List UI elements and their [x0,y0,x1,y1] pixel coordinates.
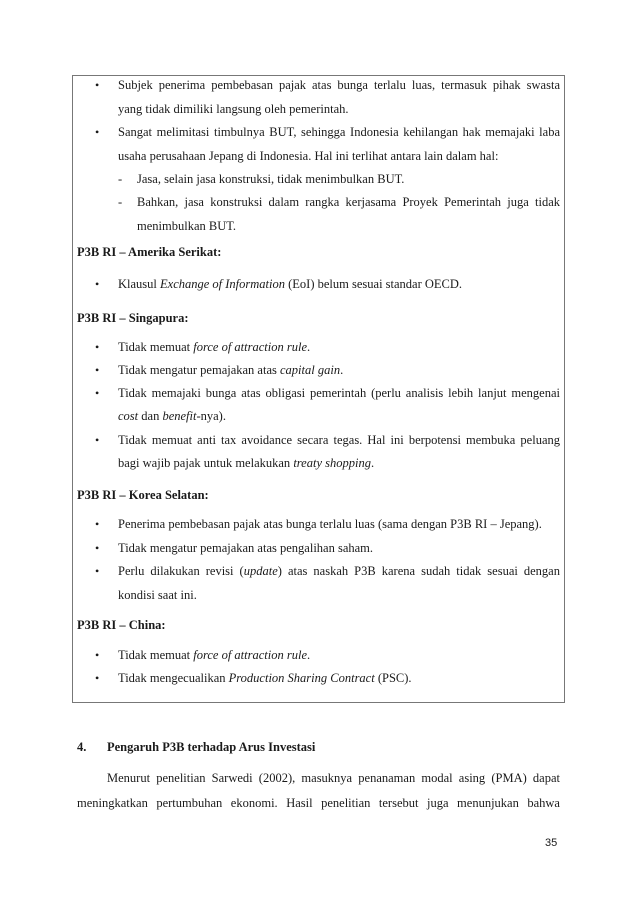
kr-b2: Tidak mengatur pemajakan atas pengalihan saham. [118,541,374,555]
jepang-b2-line2: usaha perusahaan Jepang di Indonesia. Hal ini terlihat antara lain dalam hal: [118,149,499,163]
dash-marker: - [118,195,123,209]
kr-b3-line1: Perlu dilakukan revisi (update) atas naskah P3B karena sudah tidak sesuai dengan [118,564,560,578]
bullet-icon: • [95,78,100,92]
bullet-icon: • [95,541,100,555]
page-number: 35 [545,837,558,849]
para-line2: meningkatkan pertumbuhan ekonomi. Hasil penelitian tersebut juga menunjukan bahwa [77,796,560,810]
sg-b3-line2: cost dan benefit-nya). [118,409,226,423]
heading-korea-selatan: P3B RI – Korea Selatan: [77,488,209,502]
bullet-icon: • [95,648,100,662]
sg-b4-line1: Tidak memuat anti tax avoidance secara tegas. Hal ini berpotensi membuka peluang [118,433,560,447]
cn-b2: Tidak mengecualikan Production Sharing Contract (PSC). [118,671,412,685]
para-line1: Menurut penelitian Sarwedi (2002), masuknya penanaman modal asing (PMA) dapat [107,771,560,785]
dash-marker: - [118,172,123,186]
jepang-b2-line1: Sangat melimitasi timbulnya BUT, sehingga Indonesia kehilangan hak memajaki laba [118,125,560,139]
kr-b3-line2: kondisi saat ini. [118,588,197,602]
sg-b1: Tidak memuat force of attraction rule. [118,340,311,354]
section-number: 4. [77,740,87,754]
jepang-b1-line2: yang tidak dimiliki langsung oleh pemerintah. [118,102,349,116]
as-b1: Klausul Exchange of Information (EoI) belum sesuai standar OECD. [118,277,463,291]
bullet-icon: • [95,340,100,354]
bullet-icon: • [95,671,100,685]
bullet-icon: • [95,125,100,139]
section-title: Pengaruh P3B terhadap Arus Investasi [107,740,316,754]
jepang-b1-line1: Subjek penerima pembebasan pajak atas bunga terlalu luas, termasuk pihak swasta [118,78,560,92]
bullet-icon: • [95,277,100,291]
sg-b3-line1: Tidak memajaki bunga atas obligasi pemerintah (perlu analisis lebih lanjut mengenai [118,386,560,400]
heading-china: P3B RI – China: [77,618,166,632]
sg-b4-line2: bagi wajib pajak untuk melakukan treaty shopping. [118,456,375,470]
jepang-dash2-line1: Bahkan, jasa konstruksi dalam rangka kerjasama Proyek Pemerintah juga tidak [137,195,560,209]
sg-b2: Tidak mengatur pemajakan atas capital gain. [118,363,344,377]
bullet-icon: • [95,386,100,400]
bullet-icon: • [95,433,100,447]
jepang-dash2-line2: menimbulkan BUT. [137,219,237,233]
heading-amerika-serikat: P3B RI – Amerika Serikat: [77,245,222,259]
jepang-dash1: Jasa, selain jasa konstruksi, tidak menimbulkan BUT. [137,172,405,186]
heading-singapura: P3B RI – Singapura: [77,311,189,325]
kr-b1: Penerima pembebasan pajak atas bunga terlalu luas (sama dengan P3B RI – Jepang). [118,517,542,531]
bullet-icon: • [95,517,100,531]
cn-b1: Tidak memuat force of attraction rule. [118,648,311,662]
bullet-icon: • [95,564,100,578]
bullet-icon: • [95,363,100,377]
